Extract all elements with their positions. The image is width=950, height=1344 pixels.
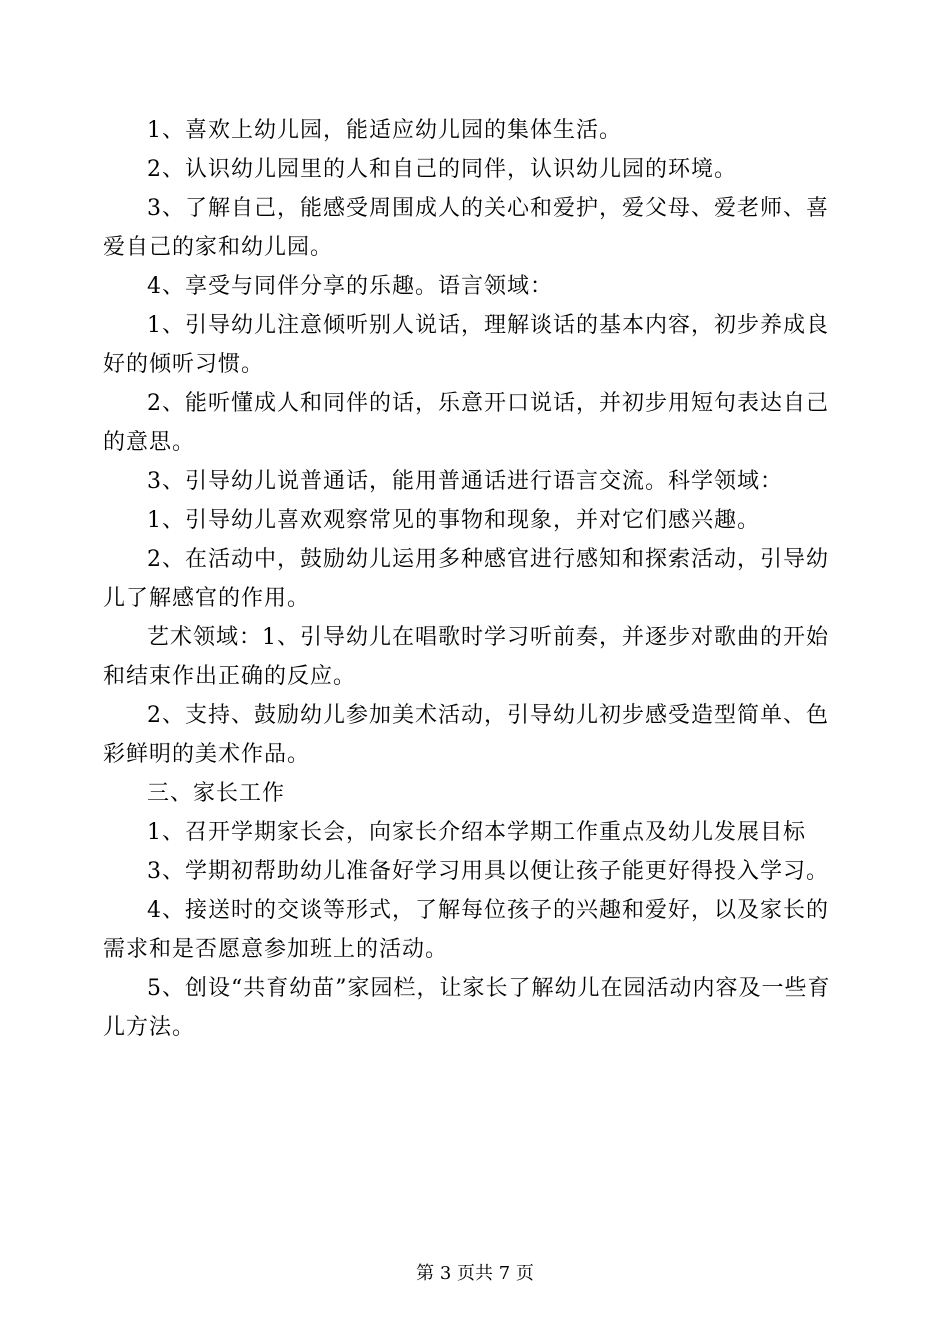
paragraph-6: 2、能听懂成人和同伴的话，乐意开口说话，并初步用短句表达自己的意思。 (103, 391, 829, 455)
section-heading: 三、家长工作 (147, 781, 286, 806)
paragraph-16: 5、创设“共育幼苗”家园栏，让家长了解幼儿在园活动内容及一些育儿方法。 (103, 976, 831, 1040)
document-body (103, 111, 843, 1047)
page-number-footer: 第 3 页共 7 页 (416, 1263, 534, 1284)
paragraph-11: 2、支持、鼓励幼儿参加美术活动，引导幼儿初步感受造型简单、色彩鲜明的美术作品。 (103, 703, 829, 767)
paragraph-10: 艺术领域：1、引导幼儿在唱歌时学习听前奏，并逐步对歌曲的开始和结束作出正确的反应。 (103, 625, 829, 689)
paragraph-9: 2、在活动中，鼓励幼儿运用多种感官进行感知和探索活动，引导幼儿了解感官的作用。 (103, 547, 829, 611)
paragraph-1: 1、喜欢上幼儿园，能适应幼儿园的集体生活。 (147, 118, 622, 143)
paragraph-15: 4、接送时的交谈等形式，了解每位孩子的兴趣和爱好，以及家长的需求和是否愿意参加班上的活动。 (103, 898, 829, 962)
paragraph-14: 3、学期初帮助幼儿准备好学习用具以便让孩子能更好得投入学习。 (147, 859, 829, 884)
paragraph-3: 3、了解自己，能感受周围成人的关心和爱护，爱父母、爱老师、喜爱自己的家和幼儿园。 (103, 196, 829, 260)
paragraph-4: 4、享受与同伴分享的乐趣。语言领域： (147, 274, 553, 299)
paragraph-7: 3、引导幼儿说普通话，能用普通话进行语言交流。科学领域： (147, 469, 783, 494)
paragraph-5: 1、引导幼儿注意倾听别人说话，理解谈话的基本内容，初步养成良好的倾听习惯。 (103, 313, 829, 377)
paragraph-13: 1、召开学期家长会，向家长介绍本学期工作重点及幼儿发展目标 (147, 820, 806, 845)
paragraph-8: 1、引导幼儿喜欢观察常见的事物和现象，并对它们感兴趣。 (147, 508, 760, 533)
paragraph-2: 2、认识幼儿园里的人和自己的同伴，认识幼儿园的环境。 (147, 157, 737, 182)
